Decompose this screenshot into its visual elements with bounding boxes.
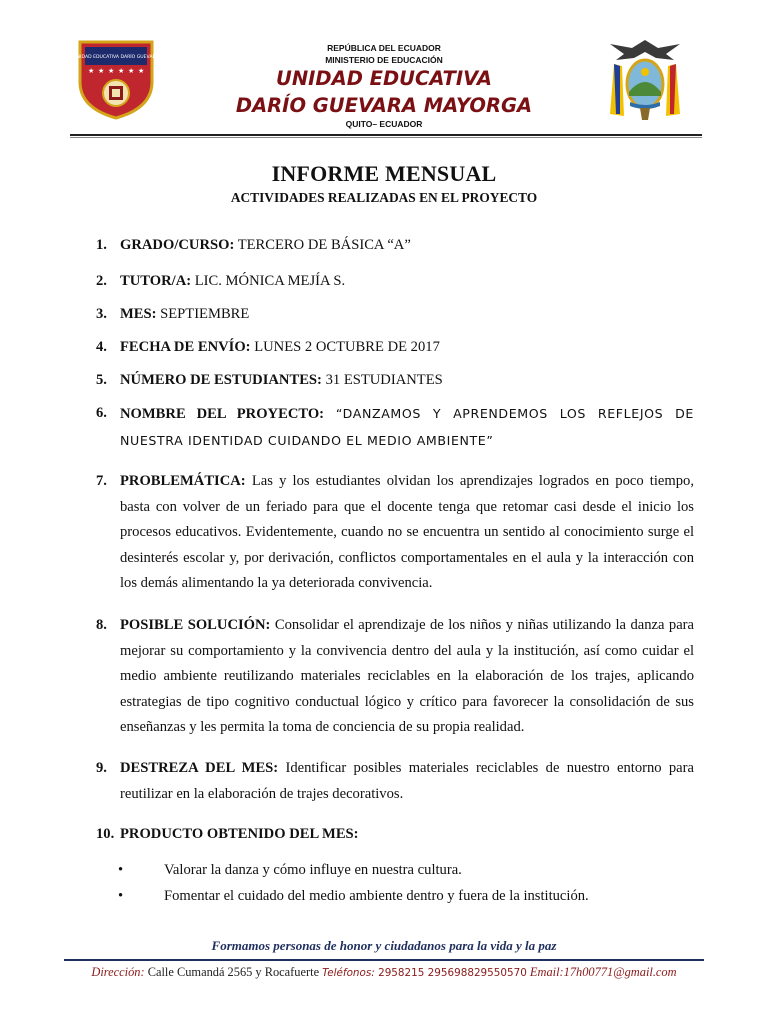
item-label: MES: [120, 306, 157, 322]
item-number: 8. [96, 617, 107, 633]
item-value: LUNES 2 OCTUBRE DE 2017 [250, 339, 440, 355]
address-text: Calle Cumandá 2565 y Rocafuerte [144, 965, 323, 979]
svg-text:★: ★ [108, 67, 115, 75]
footer-contact [0, 965, 768, 980]
svg-text:★: ★ [118, 67, 125, 75]
header-divider-thin [70, 137, 702, 138]
item-value: “DANZAMOS Y APRENDEMOS LOS REFLEJOS DE NUESTRA IDENTIDAD CUIDANDO EL MEDIO AMBIENTE” [120, 406, 694, 448]
item-product [96, 822, 694, 848]
item-send-date [96, 335, 694, 361]
item-label: NÚMERO DE ESTUDIANTES: [120, 372, 322, 388]
bullet-text: Fomentar el cuidado del medio ambiente dentro y fuera de la institución. [164, 888, 589, 904]
item-value: TERCERO DE BÁSICA “A” [234, 237, 411, 253]
item-label: FECHA DE ENVÍO: [120, 339, 251, 355]
item-label: TUTOR/A: [120, 273, 192, 289]
item-number: 3. [96, 306, 107, 322]
school-name-line1: UNIDAD EDUCATIVA [276, 67, 492, 90]
item-number: 5. [96, 372, 107, 388]
crest-lettering: UNIDAD EDUCATIVA DARÍO GUEVARA [76, 55, 156, 60]
bullet-mark: • [118, 862, 124, 878]
report-title: INFORME MENSUAL [271, 161, 497, 186]
item-value: 31 ESTUDIANTES [321, 372, 443, 388]
item-value: Identificar posibles materiales reciclables de nuestro entorno para reutilizar en la elaboración de trajes decorativos. [120, 760, 694, 802]
footer-divider [64, 959, 704, 961]
city-name: QUITO– ECUADOR [345, 119, 423, 129]
item-number: 1. [96, 237, 107, 253]
item-month [96, 302, 694, 328]
item-label: GRADO/CURSO: [120, 237, 235, 253]
item-students [96, 368, 694, 394]
item-value: LIC. MÓNICA MEJÍA S. [191, 273, 346, 289]
item-label: NOMBRE DEL PROYECTO: [120, 406, 325, 422]
item-problem [96, 469, 694, 597]
svg-text:★: ★ [98, 67, 105, 75]
item-skill [96, 756, 694, 807]
header-divider [70, 134, 702, 136]
item-number: 4. [96, 339, 107, 355]
phones-label: Teléfonos: [322, 967, 375, 979]
item-solution [96, 613, 694, 741]
item-number: 9. [96, 760, 107, 776]
email-text: Email:17h00771@gmail.com [526, 965, 677, 979]
svg-text:★: ★ [138, 67, 145, 75]
item-label: PRODUCTO OBTENIDO DEL MES: [120, 826, 359, 842]
bullet-mark: • [118, 888, 124, 904]
item-label: POSIBLE SOLUCIÓN: [120, 617, 271, 633]
item-number: 6. [96, 405, 107, 421]
phones-text: 2958215 295698829550570 [374, 967, 527, 979]
school-name-line2: DARÍO GUEVARA MAYORGA [235, 94, 533, 117]
bullet-text: Valorar la danza y cómo influye en nuestra cultura. [164, 862, 462, 878]
item-value: SEPTIEMBRE [156, 306, 250, 322]
item-label: DESTREZA DEL MES: [120, 760, 279, 776]
item-number: 7. [96, 473, 107, 489]
item-label: PROBLEMÁTICA: [120, 473, 246, 489]
address-label: Dirección: [91, 965, 145, 979]
item-tutor [96, 269, 694, 295]
country-name: REPÚBLICA DEL ECUADOR [327, 43, 441, 53]
svg-text:★: ★ [128, 67, 135, 75]
item-grade [96, 233, 694, 259]
svg-text:★: ★ [88, 67, 95, 75]
item-project-name [96, 401, 694, 454]
school-motto: Formamos personas de honor y ciudadanos para la vida y la paz [211, 938, 557, 953]
item-value: Consolidar el aprendizaje de los niños y niñas utilizando la danza para mejorar su comportamiento y la convivencia dentro del aula y la institución, así como cuidar el medio ambiente reutilizando materiales reciclables en la elaboración de los trajes, aplicando estrategias de tipo cognitivo conductual lógico y crítico para favorecer la consolidación de sus enseñanzas y les permita la toma de conciencia de su propia realidad. [120, 617, 695, 735]
ministry-name: MINISTERIO DE EDUCACIÓN [325, 55, 443, 65]
report-subtitle: ACTIVIDADES REALIZADAS EN EL PROYECTO [230, 190, 538, 205]
item-value: Las y los estudiantes olvidan los aprendizajes logrados en poco tiempo, basta con volver de un feriado para que el docente tenga que retomar casi desde el inicio los procesos educativos. Evidentemente, cuando no se encuentra un sentido al conocimiento surge el desinterés escolar y, por derivación, conflictos comportamentales en el aula y la interacción con los demás alimentando la ya deteriorada convivencia. [120, 473, 694, 591]
item-number: 10. [96, 826, 115, 842]
item-number: 2. [96, 273, 107, 289]
